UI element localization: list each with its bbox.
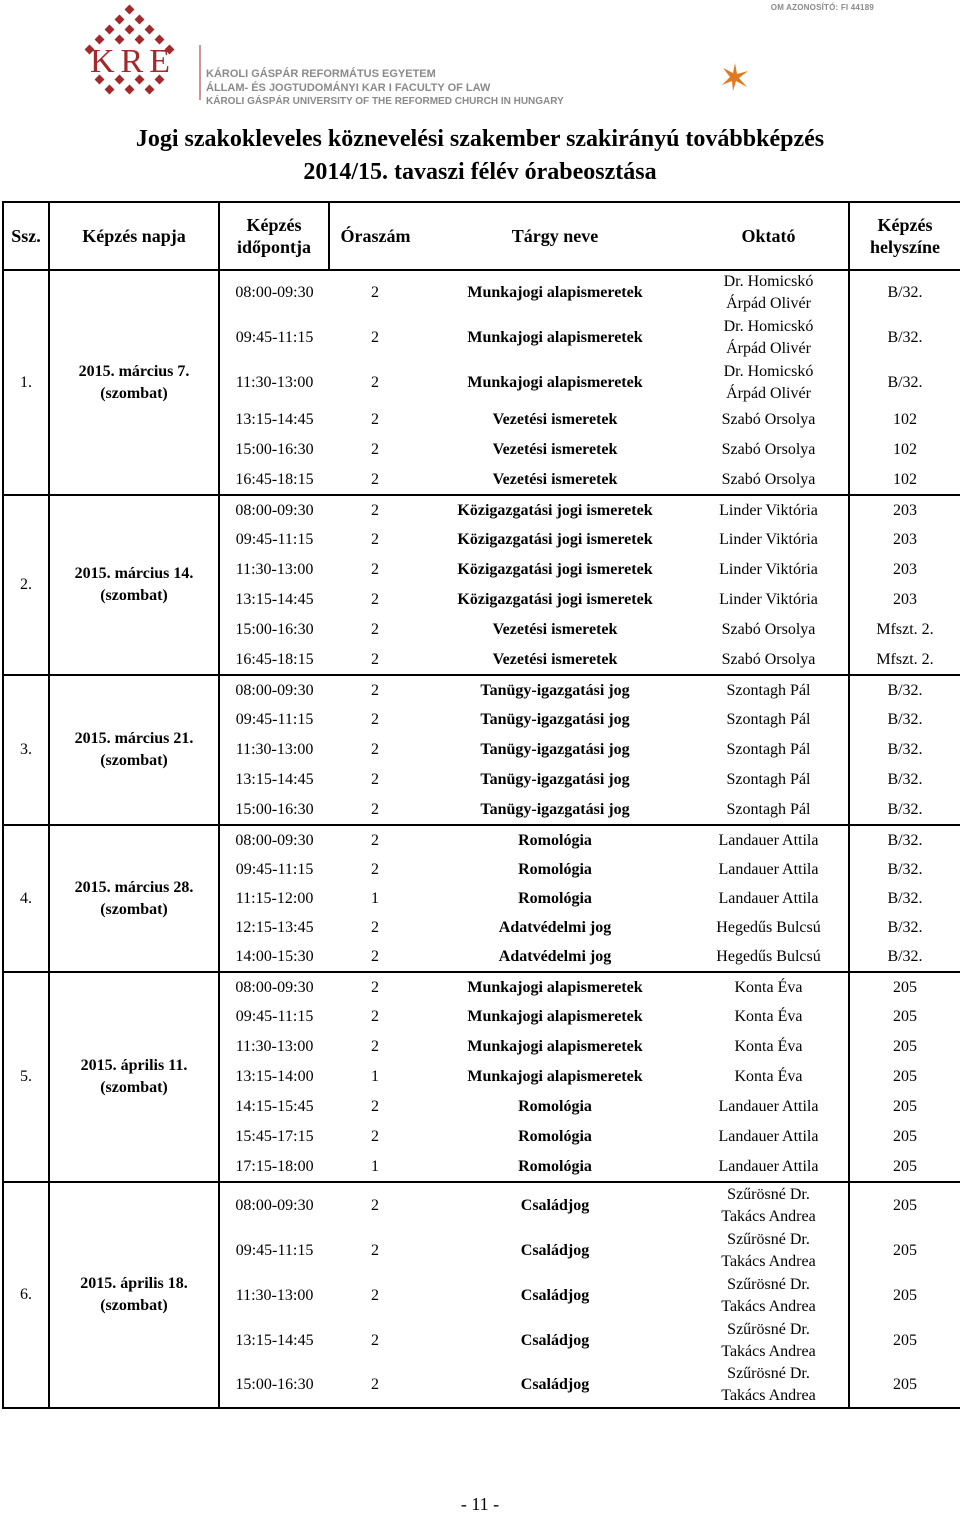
hour-count: 2 — [371, 531, 379, 548]
teacher-name-line-1: Szabó Orsolya — [721, 441, 816, 458]
teacher-name — [689, 913, 849, 942]
location: B/32. — [849, 942, 960, 972]
location: B/32. — [849, 913, 960, 942]
location: 205 — [849, 1363, 960, 1408]
subject-name: Romológia — [518, 1098, 592, 1115]
location: 205 — [849, 1002, 960, 1032]
institution-line-1: KÁROLI GÁSPÁR REFORMÁTUS EGYETEM — [206, 68, 436, 80]
hour-count: 1 — [371, 1068, 379, 1085]
session-date — [49, 675, 219, 825]
time-slot: 09:45-11:15 — [219, 1002, 329, 1032]
teacher-name — [689, 705, 849, 735]
session-weekday: (szombat) — [100, 1297, 168, 1314]
time-slot: 08:00-09:30 — [219, 270, 329, 315]
teacher-name — [689, 884, 849, 913]
time-slot: 08:00-09:30 — [219, 675, 329, 705]
time-slot: 11:30-13:00 — [219, 360, 329, 405]
location: 203 — [849, 525, 960, 555]
session-weekday: (szombat) — [100, 1079, 168, 1096]
hour-count: 2 — [371, 373, 379, 391]
time-slot: 09:45-11:15 — [219, 525, 329, 555]
teacher-name — [689, 1002, 849, 1032]
teacher-name — [689, 435, 849, 465]
time-slot: 16:45-18:15 — [219, 465, 329, 495]
location: B/32. — [849, 825, 960, 855]
teacher-name — [689, 1032, 849, 1062]
hour-count: 2 — [371, 711, 379, 728]
subject-name: Tanügy-igazgatási jog — [480, 771, 630, 788]
teacher-name — [689, 645, 849, 675]
subject-name: Vezetési ismeretek — [492, 411, 618, 428]
teacher-name-line-1: Szabó Orsolya — [721, 621, 816, 638]
hour-count: 2 — [371, 411, 379, 428]
hour-count: 2 — [371, 591, 379, 608]
time-slot: 13:15-14:00 — [219, 1062, 329, 1092]
subject-name: Vezetési ismeretek — [421, 465, 689, 495]
teacher-name-line-2: Árpád Olivér — [726, 339, 811, 357]
table-row — [3, 1182, 960, 1228]
table-header-row — [3, 202, 960, 270]
location: B/32. — [849, 735, 960, 765]
subject-name: Munkajogi alapismeretek — [421, 270, 689, 315]
subject-name: Közigazgatási jogi ismeretek — [457, 531, 653, 548]
session-date-text: 2015. április 11. — [80, 1057, 188, 1074]
teacher-name-line-2: Takács Andrea — [721, 1342, 816, 1360]
hour-count: 2 — [371, 621, 379, 638]
time-slot: 13:15-14:45 — [219, 765, 329, 795]
hour-count: 2 — [371, 771, 379, 788]
time-slot: 14:15-15:45 — [219, 1092, 329, 1122]
teacher-name-line-1: Landauer Attila — [718, 860, 819, 878]
teacher-name — [689, 1228, 849, 1273]
hour-count: 1 — [371, 889, 379, 907]
subject-name: Tanügy-igazgatási jog — [421, 795, 689, 825]
teacher-name-line-2: Árpád Olivér — [726, 295, 811, 312]
table-row — [3, 495, 960, 525]
hour-count: 2 — [371, 1098, 379, 1115]
teacher-name-line-1: Linder Viktória — [719, 561, 818, 578]
location: 205 — [849, 1152, 960, 1182]
teacher-name — [689, 405, 849, 435]
location: B/32. — [849, 315, 960, 360]
session-date — [49, 495, 219, 675]
location: 205 — [849, 1182, 960, 1228]
time-slot: 13:15-14:45 — [219, 1318, 329, 1363]
teacher-name-line-1: Dr. Homicskó — [723, 362, 814, 380]
teacher-name-line-1: Dr. Homicskó — [723, 317, 814, 335]
session-number: 5. — [3, 972, 49, 1182]
hour-count: 2 — [329, 942, 421, 972]
location: 102 — [849, 435, 960, 465]
time-slot: 08:00-09:30 — [219, 1182, 329, 1228]
hour-count: 1 — [329, 1152, 421, 1182]
table-row — [3, 972, 960, 1002]
hour-count: 2 — [371, 1038, 379, 1055]
header-nap: Képzés napja — [49, 202, 219, 270]
time-slot: 11:15-12:00 — [219, 884, 329, 913]
hour-count: 2 — [329, 645, 421, 675]
header-oktato: Oktató — [689, 202, 849, 270]
teacher-name-line-1: Linder Viktória — [719, 531, 818, 548]
time-slot: 09:45-11:15 — [219, 1228, 329, 1273]
subject-name: Vezetési ismeretek — [492, 441, 618, 458]
subject-name: Családjog — [421, 1363, 689, 1408]
location: B/32. — [849, 675, 960, 705]
session-weekday: (szombat) — [100, 900, 168, 918]
teacher-name — [689, 1273, 849, 1318]
teacher-name — [689, 495, 849, 525]
session-date-text: 2015. március 7. — [78, 362, 190, 380]
hour-count: 2 — [329, 495, 421, 525]
session-number: 3. — [3, 675, 49, 825]
subject-name: Tanügy-igazgatási jog — [480, 711, 630, 728]
location: 203 — [849, 555, 960, 585]
location: B/32. — [849, 270, 960, 315]
teacher-name — [689, 525, 849, 555]
schedule-body — [3, 270, 960, 1408]
schedule-table — [2, 201, 960, 1409]
teacher-name-line-1: Konta Éva — [734, 1008, 803, 1025]
time-slot: 12:15-13:45 — [219, 913, 329, 942]
location: B/32. — [849, 765, 960, 795]
session-date-text: 2015. március 28. — [74, 878, 194, 896]
teacher-name-line-1: Szontagh Pál — [726, 771, 811, 788]
location: 205 — [849, 1122, 960, 1152]
document-title-line-2: 2014/15. tavaszi félév órabeosztása — [303, 159, 657, 185]
time-slot: 08:00-09:30 — [219, 495, 329, 525]
teacher-name — [689, 1182, 849, 1228]
time-slot: 11:30-13:00 — [219, 1032, 329, 1062]
time-slot: 09:45-11:15 — [219, 705, 329, 735]
subject-name: Adatvédelmi jog — [498, 918, 612, 936]
subject-name: Munkajogi alapismeretek — [467, 1038, 643, 1055]
session-weekday: (szombat) — [100, 752, 168, 769]
subject-name: Romológia — [518, 889, 592, 907]
teacher-name-line-1: Konta Éva — [734, 1068, 803, 1085]
subject-name: Vezetési ismeretek — [492, 621, 618, 638]
header-oraszam: Óraszám — [329, 202, 421, 270]
teacher-name — [689, 1062, 849, 1092]
subject-name: Munkajogi alapismeretek — [421, 972, 689, 1002]
teacher-name-line-1: Linder Viktória — [719, 501, 818, 519]
hour-count: 2 — [371, 1128, 379, 1145]
table-row — [3, 675, 960, 705]
hour-count: 2 — [371, 328, 379, 346]
institution-line-3: KÁROLI GÁSPÁR UNIVERSITY OF THE REFORMED CHURCH IN HUNGARY — [206, 96, 564, 107]
session-weekday: (szombat) — [100, 587, 168, 604]
subject-name: Közigazgatási jogi ismeretek — [457, 591, 653, 608]
session-date — [49, 825, 219, 972]
session-number: 1. — [3, 270, 49, 495]
subject-name: Romológia — [518, 1128, 592, 1145]
header-targy: Tárgy neve — [421, 202, 689, 270]
session-number: 6. — [3, 1182, 49, 1408]
subject-name: Tanügy-igazgatási jog — [421, 675, 689, 705]
teacher-name-line-1: Szűrösné Dr. — [727, 1365, 810, 1382]
teacher-name-line-2: Takács Andrea — [721, 1297, 816, 1315]
hour-count: 2 — [371, 441, 379, 458]
teacher-name-line-1: Landauer Attila — [718, 1157, 819, 1175]
teacher-name-line-1: Konta Éva — [734, 978, 803, 996]
hour-count: 2 — [371, 1286, 379, 1304]
teacher-name — [689, 735, 849, 765]
teacher-name-line-1: Szűrösné Dr. — [727, 1185, 810, 1203]
teacher-name — [689, 855, 849, 884]
time-slot: 13:15-14:45 — [219, 585, 329, 615]
location: B/32. — [849, 855, 960, 884]
teacher-name-line-2: Takács Andrea — [721, 1387, 816, 1404]
location: 205 — [849, 1273, 960, 1318]
teacher-name-line-1: Landauer Attila — [718, 1098, 819, 1115]
location: 205 — [849, 972, 960, 1002]
hour-count: 2 — [371, 1008, 379, 1025]
session-date — [49, 270, 219, 495]
table-row — [3, 825, 960, 855]
location: 205 — [849, 1318, 960, 1363]
session-date-text: 2015. március 21. — [74, 730, 194, 747]
subject-name: Tanügy-igazgatási jog — [480, 741, 630, 758]
page-number: - 11 - — [460, 1494, 500, 1514]
teacher-name — [689, 972, 849, 1002]
teacher-name-line-1: Szontagh Pál — [726, 681, 811, 699]
hour-count: 2 — [329, 465, 421, 495]
header-idopont: Képzés időpontja — [219, 202, 329, 270]
hour-count: 2 — [329, 795, 421, 825]
teacher-name-line-1: Szabó Orsolya — [721, 411, 816, 428]
time-slot: 08:00-09:30 — [219, 825, 329, 855]
document-title-line-1: Jogi szakokleveles köznevelési szakember szakirányú továbbképzés — [135, 126, 825, 152]
om-identifier: OM AZONOSÍTÓ: FI 44189 — [770, 3, 874, 12]
hour-count: 2 — [329, 1182, 421, 1228]
time-slot: 15:00-16:30 — [219, 615, 329, 645]
session-number: 2. — [3, 495, 49, 675]
subject-name: Családjog — [520, 1286, 590, 1304]
teacher-name — [689, 675, 849, 705]
teacher-name — [689, 360, 849, 405]
teacher-name — [689, 555, 849, 585]
location: B/32. — [849, 795, 960, 825]
teacher-name — [689, 615, 849, 645]
time-slot: 15:45-17:15 — [219, 1122, 329, 1152]
subject-name: Romológia — [518, 860, 592, 878]
time-slot: 08:00-09:30 — [219, 972, 329, 1002]
teacher-name — [689, 765, 849, 795]
location: 203 — [849, 585, 960, 615]
hour-count: 2 — [329, 825, 421, 855]
teacher-name-line-2: Takács Andrea — [721, 1207, 816, 1225]
hour-count: 2 — [329, 972, 421, 1002]
teacher-name-line-1: Konta Éva — [734, 1038, 803, 1055]
teacher-name-line-1: Landauer Attila — [718, 1128, 819, 1145]
teacher-name-line-1: Szontagh Pál — [726, 800, 811, 818]
time-slot: 11:30-13:00 — [219, 735, 329, 765]
session-number: 4. — [3, 825, 49, 972]
subject-name: Romológia — [421, 1152, 689, 1182]
time-slot: 14:00-15:30 — [219, 942, 329, 972]
hour-count: 2 — [371, 1331, 379, 1349]
subject-name: Adatvédelmi jog — [421, 942, 689, 972]
teacher-name-line-2: Árpád Olivér — [726, 384, 811, 402]
location: 102 — [849, 405, 960, 435]
hour-count: 2 — [371, 860, 379, 878]
hour-count: 2 — [371, 1241, 379, 1259]
table-row — [3, 270, 960, 315]
subject-name: Közigazgatási jogi ismeretek — [457, 561, 653, 578]
header-hely: Képzés helyszíne — [849, 202, 960, 270]
teacher-name — [689, 1152, 849, 1182]
teacher-name — [689, 825, 849, 855]
subject-name: Romológia — [421, 825, 689, 855]
hour-count: 2 — [371, 918, 379, 936]
teacher-name — [689, 315, 849, 360]
teacher-name-line-1: Landauer Attila — [718, 831, 819, 849]
hour-count: 2 — [329, 675, 421, 705]
teacher-name-line-1: Hegedűs Bulcsú — [716, 918, 821, 936]
time-slot: 15:00-16:30 — [219, 435, 329, 465]
subject-name: Vezetési ismeretek — [421, 645, 689, 675]
teacher-name-line-2: Takács Andrea — [721, 1252, 816, 1270]
time-slot: 11:30-13:00 — [219, 1273, 329, 1318]
time-slot: 09:45-11:15 — [219, 315, 329, 360]
teacher-name-line-1: Szűrösné Dr. — [727, 1275, 810, 1293]
teacher-name — [689, 1122, 849, 1152]
teacher-name-line-1: Hegedűs Bulcsú — [716, 947, 821, 965]
time-slot: 13:15-14:45 — [219, 405, 329, 435]
location: 205 — [849, 1062, 960, 1092]
location: B/32. — [849, 705, 960, 735]
session-date-text: 2015. április 18. — [80, 1275, 188, 1292]
location: 102 — [849, 465, 960, 495]
location: 203 — [849, 495, 960, 525]
hour-count: 2 — [329, 270, 421, 315]
subject-name: Munkajogi alapismeretek — [467, 1068, 643, 1085]
teacher-name-line-1: Landauer Attila — [718, 889, 819, 907]
time-slot: 17:15-18:00 — [219, 1152, 329, 1182]
institution-line-2: ÁLLAM- ÉS JOGTUDOMÁNYI KAR I FACULTY OF LAW — [206, 82, 491, 94]
teacher-name — [689, 795, 849, 825]
subject-name: Munkajogi alapismeretek — [467, 373, 643, 391]
session-date-text: 2015. március 14. — [74, 565, 194, 582]
teacher-name-line-1: Szontagh Pál — [726, 741, 811, 758]
subject-name: Családjog — [421, 1182, 689, 1228]
teacher-name-line-1: Szűrösné Dr. — [727, 1320, 810, 1338]
location: 205 — [849, 1092, 960, 1122]
teacher-name — [689, 1092, 849, 1122]
teacher-name-line-1: Dr. Homicskó — [723, 273, 814, 290]
location: B/32. — [849, 884, 960, 913]
teacher-name — [689, 1363, 849, 1408]
header-ssz: Ssz. — [3, 202, 49, 270]
subject-name: Családjog — [520, 1241, 590, 1259]
time-slot: 09:45-11:15 — [219, 855, 329, 884]
teacher-name — [689, 1318, 849, 1363]
subject-name: Családjog — [520, 1331, 590, 1349]
time-slot: 15:00-16:30 — [219, 795, 329, 825]
hour-count: 2 — [329, 1363, 421, 1408]
teacher-name-line-1: Szabó Orsolya — [721, 470, 816, 488]
teacher-name — [689, 585, 849, 615]
kre-logo — [60, 0, 620, 110]
star-icon — [720, 62, 750, 92]
location: B/32. — [849, 360, 960, 405]
hour-count: 2 — [371, 561, 379, 578]
location: 205 — [849, 1032, 960, 1062]
teacher-name-line-1: Szabó Orsolya — [721, 650, 816, 668]
time-slot: 11:30-13:00 — [219, 555, 329, 585]
subject-name: Munkajogi alapismeretek — [467, 1008, 643, 1025]
location: 205 — [849, 1228, 960, 1273]
location: Mfszt. 2. — [849, 645, 960, 675]
hour-count: 2 — [371, 741, 379, 758]
teacher-name — [689, 942, 849, 972]
session-weekday: (szombat) — [100, 384, 168, 402]
teacher-name — [689, 270, 849, 315]
subject-name: Közigazgatási jogi ismeretek — [421, 495, 689, 525]
location: Mfszt. 2. — [849, 615, 960, 645]
kre-wordmark: KRE — [90, 43, 176, 80]
teacher-name — [689, 465, 849, 495]
time-slot: 15:00-16:30 — [219, 1363, 329, 1408]
time-slot: 16:45-18:15 — [219, 645, 329, 675]
teacher-name-line-1: Szűrösné Dr. — [727, 1230, 810, 1248]
subject-name: Munkajogi alapismeretek — [467, 328, 643, 346]
session-date — [49, 1182, 219, 1408]
session-date — [49, 972, 219, 1182]
teacher-name-line-1: Linder Viktória — [719, 591, 818, 608]
teacher-name-line-1: Szontagh Pál — [726, 711, 811, 728]
